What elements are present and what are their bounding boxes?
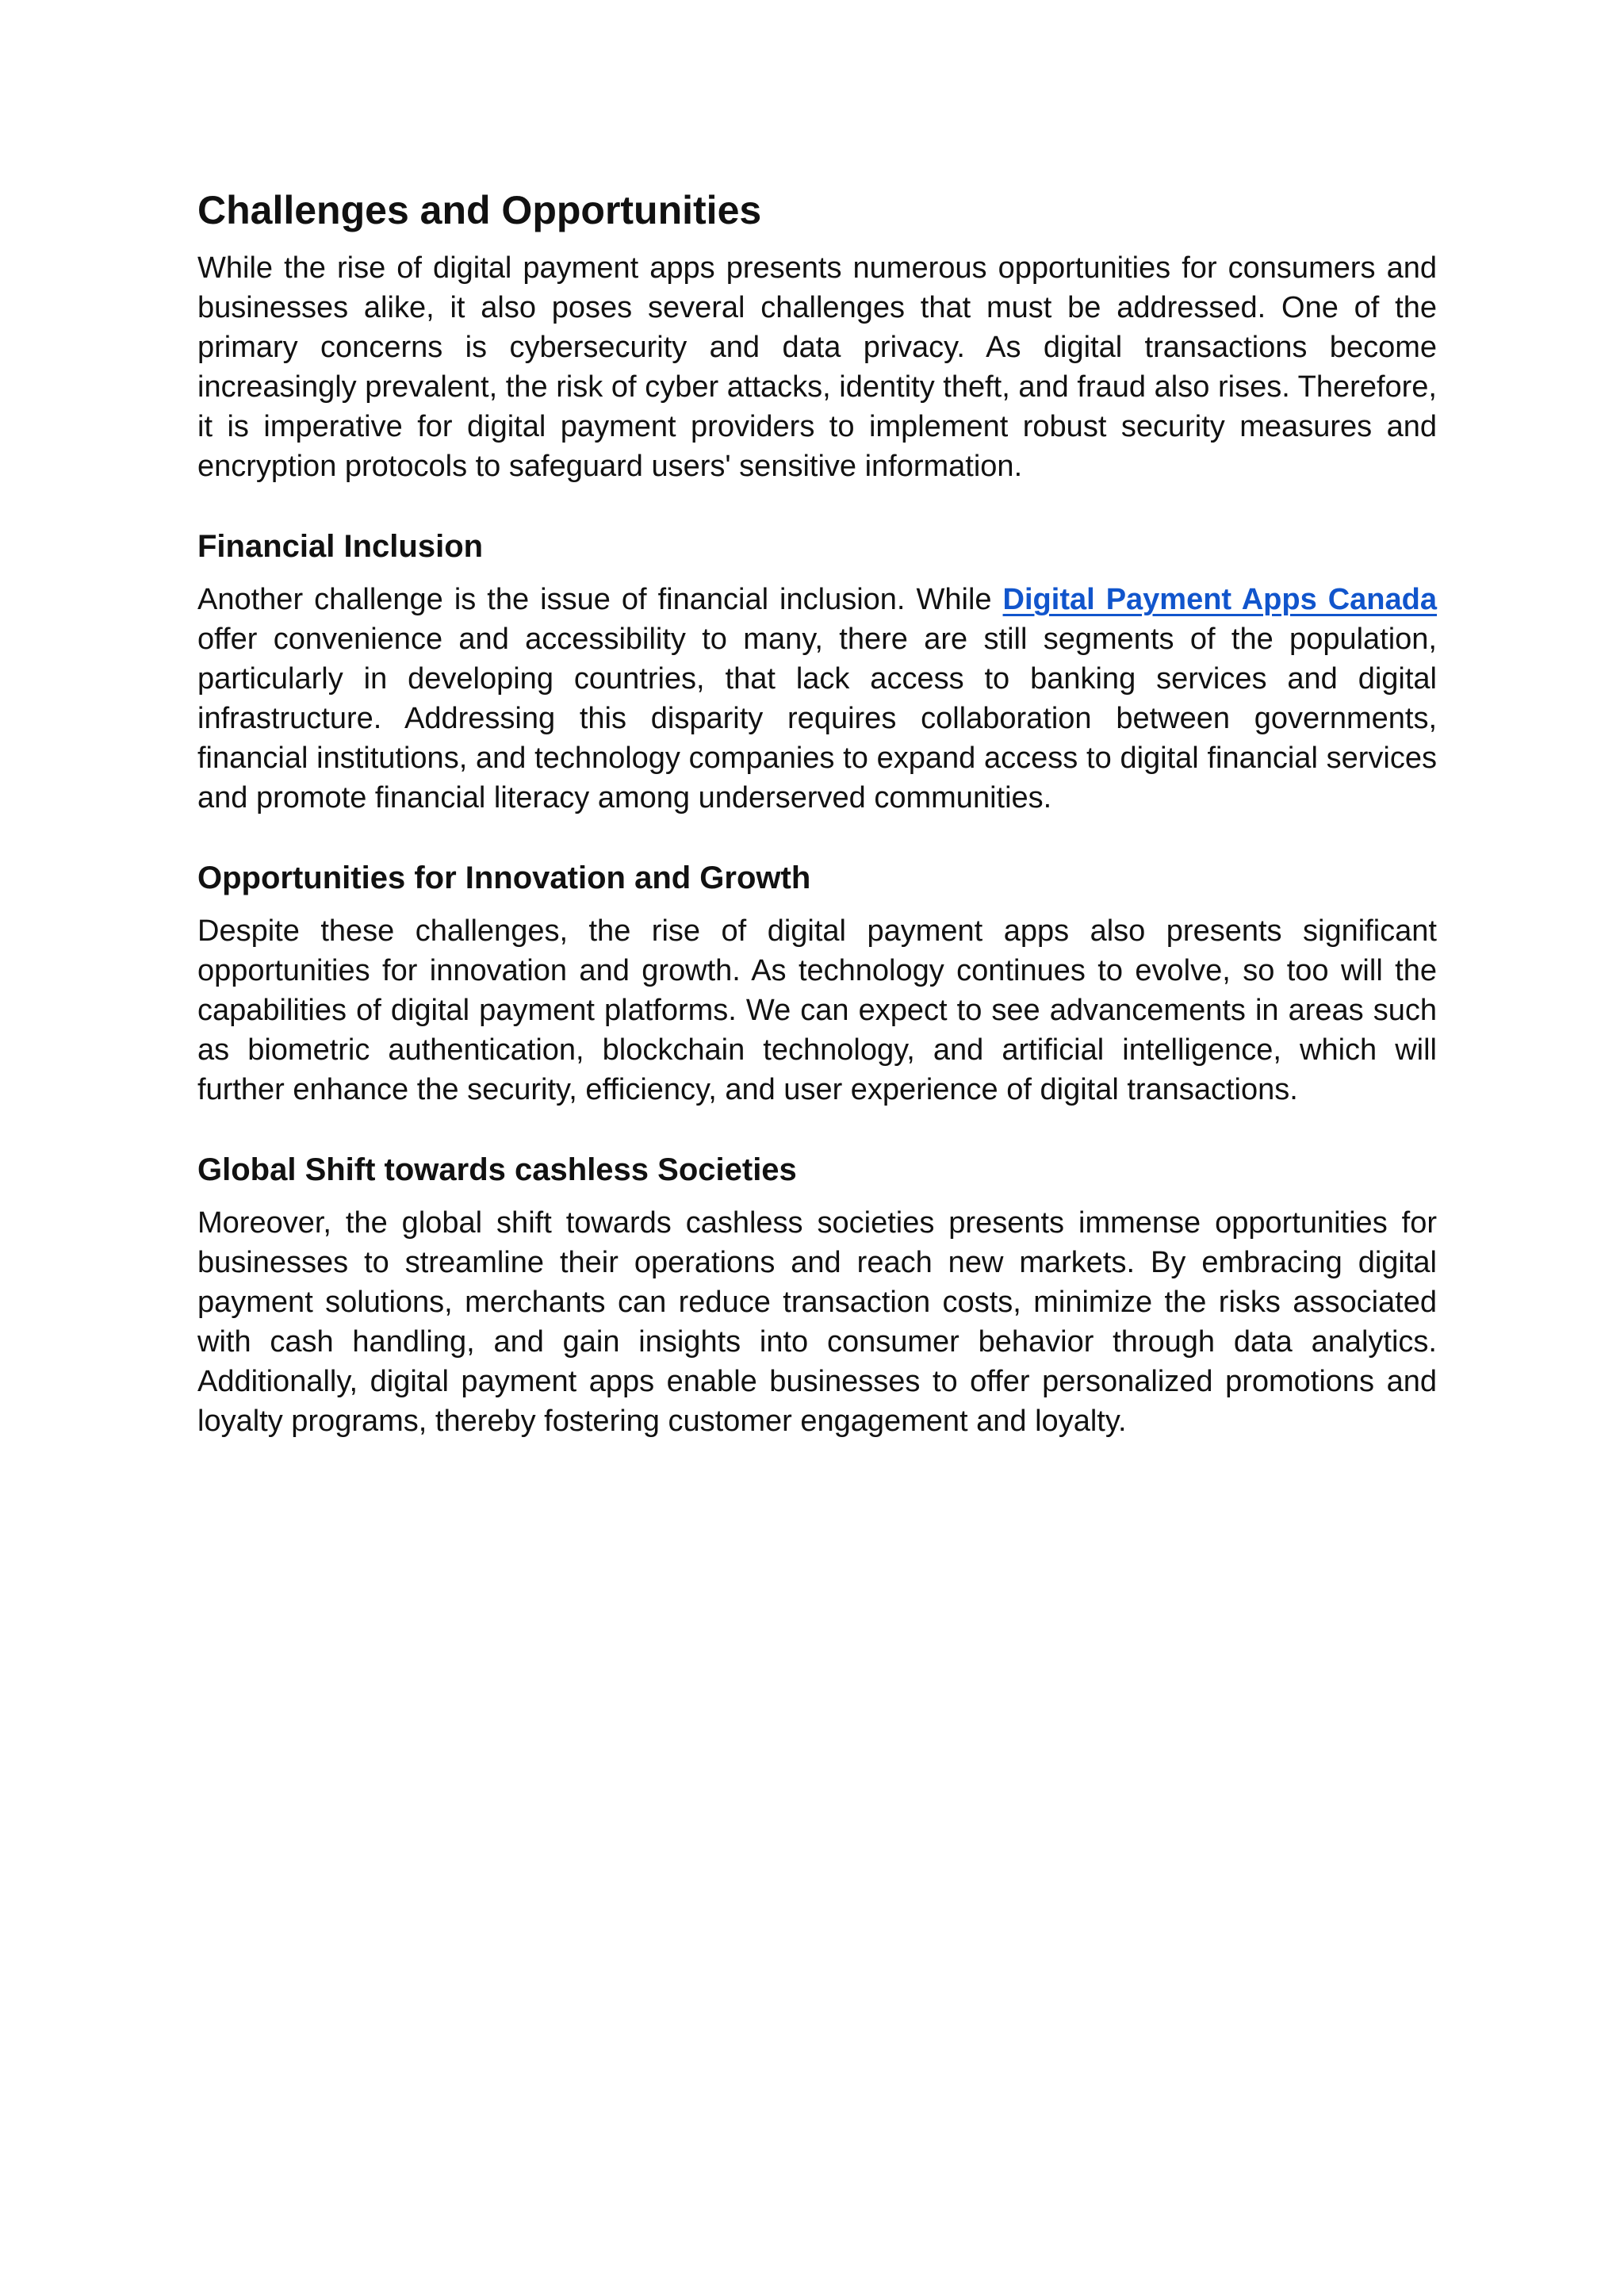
section-heading-financial-inclusion: Financial Inclusion xyxy=(197,529,484,564)
intro-paragraph: While the rise of digital payment apps presents numerous opportunities for consumers and businesses alike, it also poses several challenges that must be addressed. One of the primary concerns is cybersecurity and data privacy. As digital transactions become increasingly prevalent, the risk of cyber attacks, identity theft, and fraud also rises. Therefore, it is imperative for digital payment providers to implement robust security measures and encryption protocols to safeguard users' sensitive information. xyxy=(197,251,1437,483)
heading-spacing xyxy=(197,897,1437,911)
global-shift-paragraph: Moreover, the global shift towards cashless societies presents immense opportunities for businesses to streamline their operations and reach new markets. By embracing digital payment solutions, merchants can reduce transaction costs, minimize the risks associated with cash handling, and gain insights into consumer behavior through data analytics. Additionally, digital payment apps enable businesses to offer personalized promotions and loyalty programs, thereby fostering customer engagement and loyalty. xyxy=(197,1206,1437,1438)
document-content xyxy=(197,189,1437,1441)
title-spacing xyxy=(197,232,1437,248)
innovation-growth-paragraph: Despite these challenges, the rise of digital payment apps also presents significant opportunities for innovation and growth. As technology continues to evolve, so too will the capabilities of digital payment platforms. We can expect to see advancements in areas such as biometric authentication, blockchain technology, and artificial intelligence, which will further enhance the security, efficiency, and user experience of digital transactions. xyxy=(197,914,1437,1106)
heading-spacing xyxy=(197,1189,1437,1203)
heading-spacing xyxy=(197,565,1437,580)
section-spacing xyxy=(197,486,1437,527)
section-spacing xyxy=(197,1110,1437,1151)
financial-inclusion-text-after-link: offer convenience and accessibility to many, there are still segments of the population, particularly in developing countries, that lack access to banking services and digital infrastructure. Addressing this disparity requires collaboration between governments, financial institutions, and technology companies to expand access to digital financial services and promote financial literacy among underserved communities. xyxy=(197,623,1437,815)
section-heading-innovation-growth: Opportunities for Innovation and Growth xyxy=(197,861,811,895)
financial-inclusion-text-before-link: Another challenge is the issue of financial inclusion. While xyxy=(197,583,1003,616)
page-title: Challenges and Opportunities xyxy=(197,188,762,232)
financial-inclusion-paragraph xyxy=(197,580,1437,818)
section-heading-global-shift: Global Shift towards cashless Societies xyxy=(197,1152,797,1187)
digital-payment-apps-canada-link[interactable]: Digital Payment Apps Canada xyxy=(1002,583,1437,616)
section-spacing xyxy=(197,818,1437,859)
